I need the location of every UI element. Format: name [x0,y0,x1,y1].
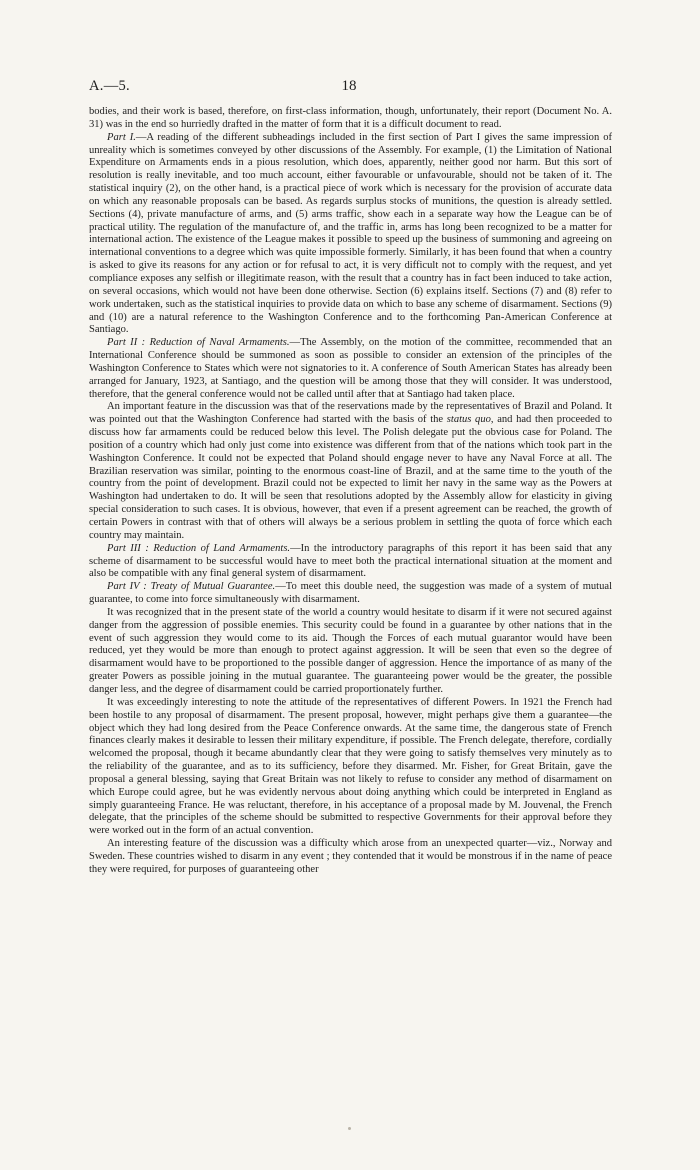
paragraph-security [89,607,612,697]
paragraph-text: It was exceedingly interesting to note the attitude of the representatives of different Powers. In 1921 the French had been hostile to any proposal of disarmament. The present proposal, however, might perhaps give them a guarantee—the object which they had long desired from the Peace Conference onwards. At the same time, the dangerous state of French finances clearly makes it desirable to lessen their military expenditure, if possible. The French delegate, therefore, cordially welcomed the proposal, though it became abundantly clear that they were going to satisfy themselves very minutely as to the reliability of the guarantee, and as to its sufficiency, before they disarmed. Mr. Fisher, for Great Britain, gave the proposal a general blessing, saying that Great Britain was not likely to refuse to consider any method of disarmament on which Europe could agree, but he was evidently nervous about doing anything which could be interpreted in England as simply guaranteeing France. He was reluctant, therefore, in his acceptance of a proposal made by M. Jouvenal, the French delegate, that the principles of the scheme should be submitted to respective Governments for their approval before they were worked out in the form of an actual convention. [89,696,612,837]
paragraph-attitudes [89,697,612,838]
paragraph-text: It was recognized that in the present state of the world a country would hesitate to disarm if it were not secured against danger from the aggression of possible enemies. This security could be found in a guarantee by other nations that in the event of such aggression they would come to its aid. Though the Forces of each mutual guarantor would have been reduced, yet they would be more than enough to protect against aggression. It will be seen that even so the degree of disarmament would have to be proportioned to the possible danger of aggression. Hence the importance of as many of the greater Powers as possible joining in the mutual guarantee. The guaranteeing power would be the greater, the possible danger less, and the degree of disarmament could be carried proportionately further. [89,606,612,695]
paragraph-text: An important feature in the discussion was that of the reservations made by the representatives of Brazil and Poland. It was pointed out that the Washington Conference had started with the basis of the status quo, and had then proceeded to discuss how far armaments could be reduced below this level. The Polish delegate put the obvious case for Poland. The position of a country which had only just come into existence was different from that of the nations which took part in the Washington Conference. It could not be expected that Poland should engage never to have any Naval Force at all. The Brazilian reservation was similar, pointing to the enormous coast-line of Brazil, and at the same time to the youth of the country from the point of development. Brazil could not be expected to limit her navy in the same way as the Powers at Washington had undertaken to do. It will be seen that resolutions adopted by the Assembly allow for elasticity in giving special consideration to such cases. It is obvious, however, that even if a present agreement can be reached, the growth of certain Powers in contrast with that of others will always be a serious problem in settling the quota of force which each country may maintain. [89,401,612,541]
paragraph-text: —A reading of the different subheadings included in the first section of Part I gives the same impression of unreality which is sometimes conveyed by other discussions of the Assembly. For example, (1) the Limitation of National Expenditure on Armaments ends in a pious resolution, which does, apparently, neither good nor harm. But this sort of resolution is really inevitable, and too much account, either favourable or unfavourable, should not be taken of it. The statistical inquiry (2), on the other hand, is a practical piece of work which is necessary for the provision of accurate data on which any reasonable proposals can be based. As regards surplus stocks of munitions, the question is already settled. Sections (4), private manufacture of arms, and (5) arms traffic, show each in a separate way how the League can be of practical utility. The regulation of the manufacture of, and the traffic in, arms has long been recognized to be a matter for international action. The existence of the League makes it possible to speed up the business of summoning and agreeing on international conventions to a degree which was quite impossible formerly. Similarly, it has been found that when a country is asked to give its reasons for any action or for refusal to act, it is very difficult not to comply with the request, and yet compliance exposes any selfish or illegitimate reason, with the result that a country has in fact been induced to take action, on several occasions, which would not have been done otherwise. Section (6) explains itself. Sections (7) and (8) refer to work undertaken, such as the statistical inquiries to provide data on which to base any scheme of disarmament. Sections (9) and (10) are a natural reference to the Washington Conference and to the forthcoming Pan-American Conference at Santiago. [89,131,612,336]
paragraph-text: —To meet this double need, the suggestion was made of a system of mutual guarantee, to come into force simultaneously with disarmament. [89,581,612,606]
paragraph-part-2 [89,337,612,401]
paragraph-text: bodies, and their work is based, therefore, on first-class information, though, unfortunately, their report (Document No. A. 31) was in the end so hurriedly drafted in the matter of form that it is a difficult document to read. [89,106,612,130]
scan-speck [348,1127,351,1130]
section-heading: Part III : Reduction of Land Armaments. [107,542,291,554]
paragraph-part-1 [89,132,612,338]
section-heading: Part IV : Treaty of Mutual Guarantee. [107,581,276,593]
paragraph-continuation [89,106,612,132]
paragraph-reservations [89,401,612,542]
section-heading: Part I. [107,131,136,143]
page-header [89,78,609,98]
paragraph-part-4 [89,581,612,607]
paragraph-text: —In the introductory paragraphs of this report it has been said that any scheme of disarmament to be successful would have to meet both the practical international situation at the moment and also be compatible with any final general system of disarmament. [89,542,612,580]
latin-phrase: status quo [446,414,491,426]
document-reference: A.—5. [89,78,130,94]
paragraph-part-3 [89,543,612,582]
page-number: 18 [341,78,357,94]
paragraph-text: —The Assembly, on the motion of the committee, recommended that an International Conference should be summoned as soon as possible to consider an extension of the principles of the Washington Conference to States which were not signatories to it. A conference of South American States has already been arranged for January, 1923, at Santiago, and the question will be among those that they will consider. It was understood, therefore, that the general conference would not be called until after that at Santiago had taken place. [89,337,612,400]
body-text [89,106,612,877]
paragraph-text: An interesting feature of the discussion was a difficulty which arose from an unexpected quarter—viz., Norway and Sweden. These countries wished to disarm in any event ; they contended that it would be monstrous if in the name of peace they were required, for purposes of guaranteeing other [89,838,612,875]
section-heading: Part II : Reduction of Naval Armaments. [107,337,290,349]
paragraph-norway-sweden [89,838,612,877]
